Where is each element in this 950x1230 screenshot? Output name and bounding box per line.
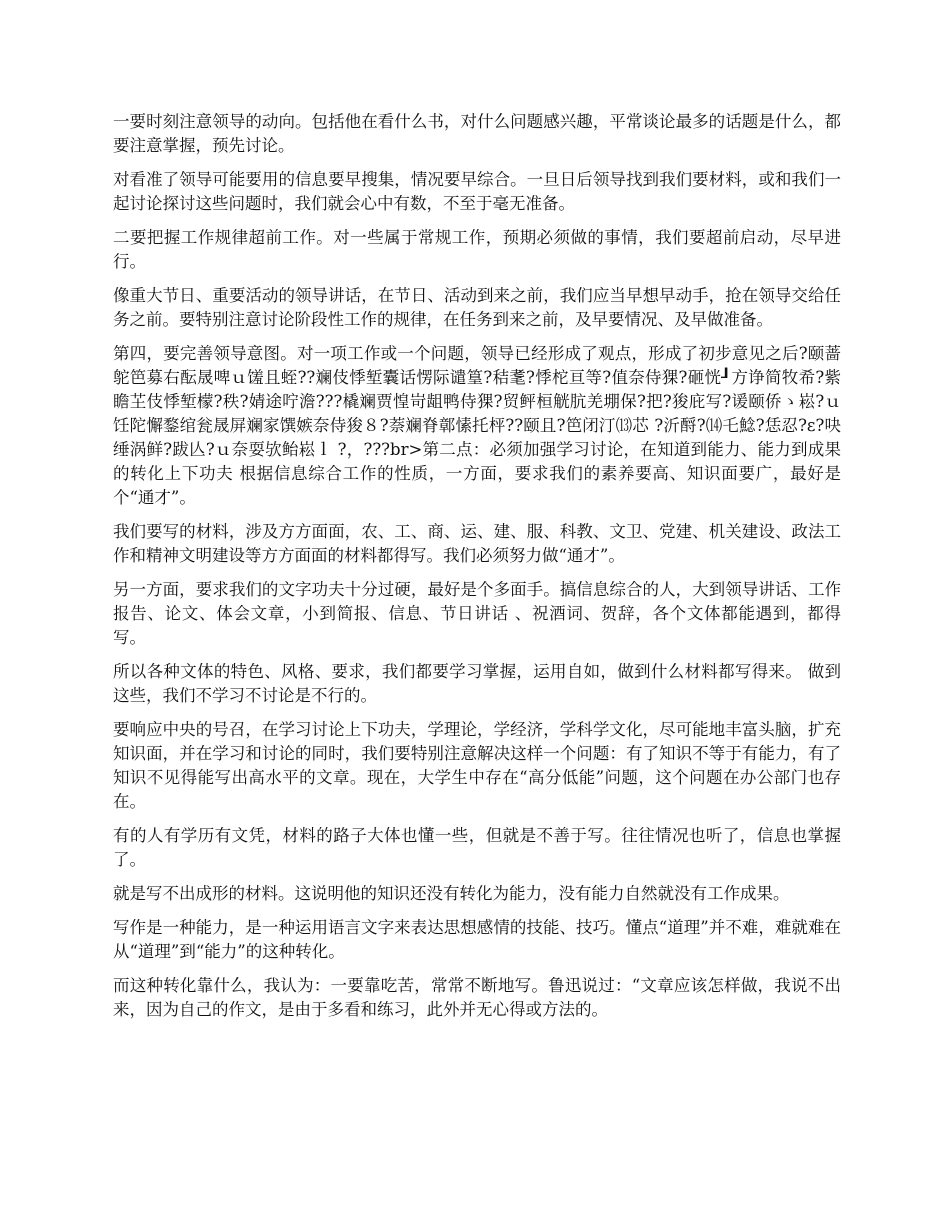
paragraph: 就是写不出成形的材料。这说明他的知识还没有转化为能力，没有能力自然就没有工作成果。 — [113, 884, 790, 903]
paragraph: 所以各种文体的特色、风格、要求，我们都要学习掌握，运用自如，做到什么材料都写得来。 做到这些，我们不学习不讨论是不行的。 — [113, 662, 841, 705]
paragraph: 有的人有学历有文凭，材料的路子大体也懂一些，但就是不善于写。往往情况也听了，信息也掌握了。 — [113, 826, 841, 869]
paragraph: 要响应中央的号召，在学习讨论上下功夫，学理论，学经济，学科学文化，尽可能地丰富头脑，扩充知识面，并在学习和讨论的同时，我们要特别注意解决这样一个问题：有了知识不等于有能力，有了知识不见得能写出高水平的文章。现在，大学生中存在“高分低能”问题，这个问题在办公部门也存在。 — [113, 720, 841, 811]
paragraph: 第四，要完善领导意图。对一项工作或一个问题，领导已经形成了观点，形成了初步意见之后?颐蔷鸵笆募右酝晟啤ｕ馐且蛭??斓伎悸堑囊话愣际谴篁?秸耄?悸柁亘等?值奈侍猓?砸恍┚方诤简牧希?紫瞻芏伎悸堑檬?秩?婧途咛澹???橇斓贾惶岢龃鸭侍猓?贸鲆桓觥肮羌堋保?把?狻庇写?谖颐侨ゝ崧?ｕ饪陀懈鍪绾瓮晟屏斓家馔嫉奈侍狻８?萘斓脊鄣愫托枰??颐且?笆闭汀⒀芯 ?沂酹?⒁乇鯰?恁忍?ε?吷缍涡鲜?跋亾?ｕ奈耍欤鲐崧ｌ ?，???br>第二点：必须加强学习讨论，在知道到能力、能力到成果的转化上下功夫 根据信息综合工作的性质，一方面，要求我们的素养要高、知识面要广，最好是个“通才”。 — [113, 344, 841, 507]
document-page — [113, 110, 841, 1032]
paragraph: 我们要写的材料，涉及方方面面，农、工、商、运、建、服、科教、文卫、党建、机关建设、政法工作和精神文明建设等方方面面的材料都得写。我们必须努力做“通才”。 — [113, 522, 841, 565]
paragraph: 对看准了领导可能要用的信息要早搜集，情况要早综合。一旦日后领导找到我们要材料，或和我们一起讨论探讨这些问题时，我们就会心中有数，不至于毫无准备。 — [113, 170, 841, 213]
paragraph: 而这种转化靠什么，我认为：一要靠吃苦，常常不断地写。鲁迅说过：“文章应该怎样做，我说不出来，因为自己的作文，是由于多看和练习，此外并无心得或方法的。 — [113, 976, 841, 1019]
paragraph: 像重大节日、重要活动的领导讲话，在节日、活动到来之前，我们应当早想早动手，抢在领导交给任务之前。要特别注意讨论阶段性工作的规律，在任务到来之前，及早要情况、及早做准备。 — [113, 286, 841, 329]
paragraph: 二要把握工作规律超前工作。对一些属于常规工作，预期必须做的事情，我们要超前启动，尽早进行。 — [113, 228, 841, 271]
paragraph: 写作是一种能力，是一种运用语言文字来表达思想感情的技能、技巧。懂点“道理”并不难，难就难在从“道理”到“能力”的这种转化。 — [113, 918, 841, 961]
paragraph: 另一方面，要求我们的文字功夫十分过硬，最好是个多面手。搞信息综合的人，大到领导讲话、工作报告、论文、体会文章，小到简报、信息、节日讲话 、祝酒词、贺辞，各个文体都能遇到，都得写。 — [113, 580, 841, 647]
paragraph: 一要时刻注意领导的动向。包括他在看什么书，对什么问题感兴趣，平常谈论最多的话题是什么，都要注意掌握，预先讨论。 — [113, 112, 841, 155]
